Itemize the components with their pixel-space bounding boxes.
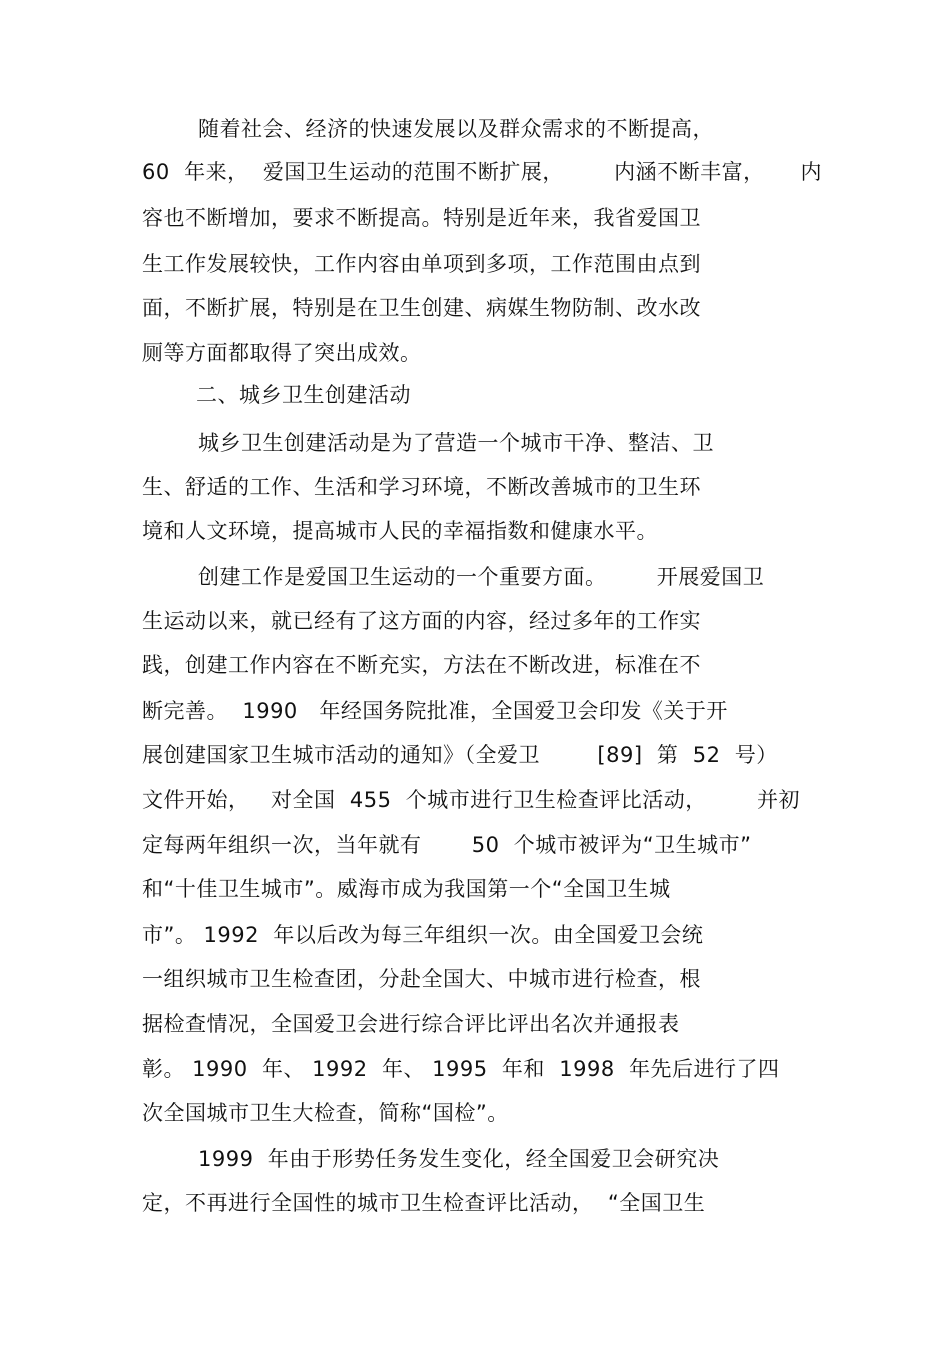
paragraph-line: 境和人文环境，提高城市人民的幸福指数和健康水平。 [142,519,658,543]
paragraph-line: 和“十佳卫生城市”。威海市成为我国第一个“全国卫生城 [142,877,671,901]
paragraph-line: 城乡卫生创建活动是为了营造一个城市干净、整洁、卫 [198,431,714,455]
paragraph-line: 生工作发展较快，工作内容由单项到多项，工作范围由点到 [142,252,701,276]
paragraph-line: 创建工作是爱国卫生运动的一个重要方面。 开展爱国卫 [198,565,765,589]
paragraph-line: 定每两年组织一次，当年就有 50 个城市被评为“卫生城市” [142,833,752,857]
paragraph-line: 厕等方面都取得了突出成效。 [142,341,422,365]
paragraph-line: 1999 年由于形势任务发生变化，经全国爱卫会研究决 [198,1147,720,1171]
paragraph-line: 断完善。 1990 年经国务院批准，全国爱卫会印发《关于开 [142,699,728,723]
paragraph-line: 文件开始， 对全国 455 个城市进行卫生检查评比活动， 并初 [142,788,801,812]
paragraph-line: 面，不断扩展，特别是在卫生创建、病媒生物防制、改水改 [142,296,701,320]
paragraph-line: 展创建国家卫生城市活动的通知》（全爱卫 [89] 第 52 号） [142,743,778,767]
paragraph-line: 生、舒适的工作、生活和学习环境，不断改善城市的卫生环 [142,475,701,499]
paragraph-line: 彰。 1990 年、 1992 年、 1995 年和 1998 年先后进行了四 [142,1057,780,1081]
paragraph-line: 践，创建工作内容在不断充实，方法在不断改进，标准在不 [142,653,701,677]
paragraph-line: 60 年来， 爱国卫生运动的范围不断扩展， 内涵不断丰富， 内 [142,160,823,184]
paragraph-line: 随着社会、经济的快速发展以及群众需求的不断提高， [198,117,714,141]
section-heading: 二、城乡卫生创建活动 [196,383,411,407]
paragraph-line: 生运动以来，就已经有了这方面的内容，经过多年的工作实 [142,609,701,633]
paragraph-line: 定，不再进行全国性的城市卫生检查评比活动， “全国卫生 [142,1191,706,1215]
paragraph-line: 市”。 1992 年以后改为每三年组织一次。由全国爱卫会统 [142,923,704,947]
paragraph-line: 据检查情况，全国爱卫会进行综合评比评出名次并通报表 [142,1012,680,1036]
paragraph-line: 容也不断增加，要求不断提高。特别是近年来，我省爱国卫 [142,206,701,230]
paragraph-line: 次全国城市卫生大检查，简称“国检”。 [142,1101,509,1125]
paragraph-line: 一组织城市卫生检查团，分赴全国大、中城市进行检查，根 [142,967,701,991]
